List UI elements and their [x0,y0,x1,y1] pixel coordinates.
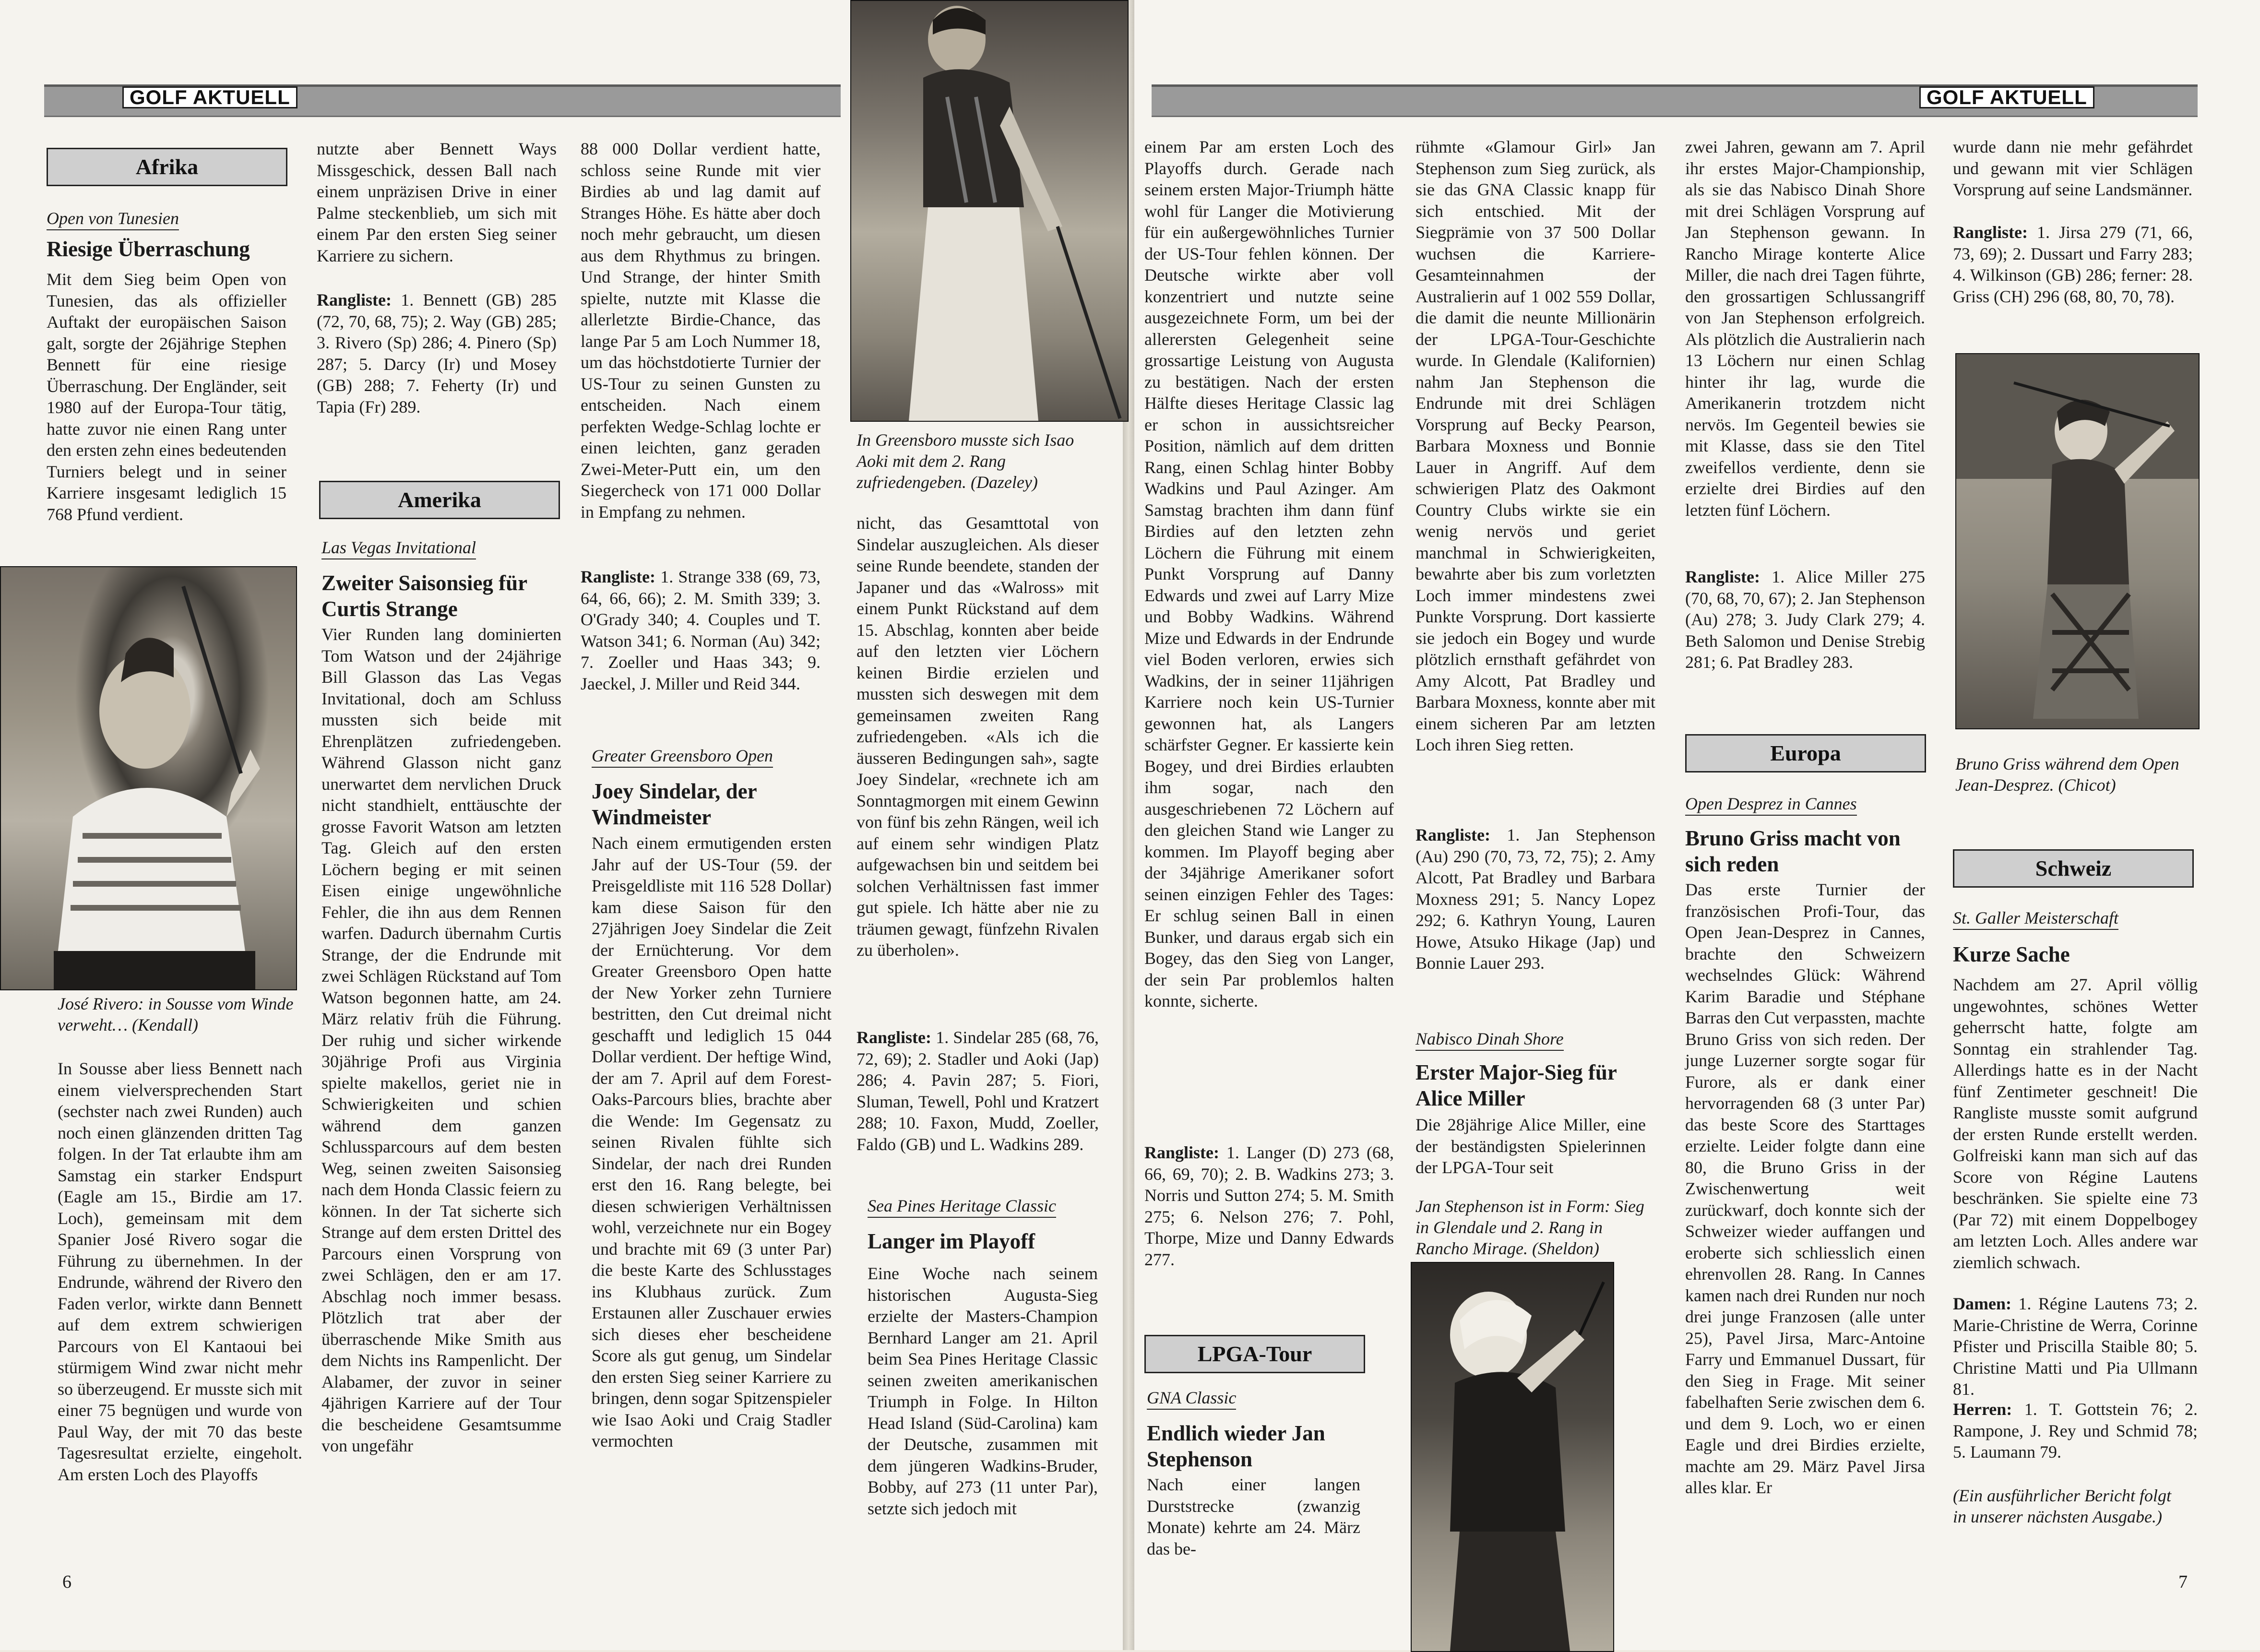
rank-dinah-text: 1. Alice Miller 275 (70, 68, 70, 67); 2. Jan Stephenson (Au) 278; 3. Judy Clark 279; 4. Beth Salomon und Denise Strebig 281; 6. Pat Bradley 283. [1685,567,1925,672]
rank-label: Rangliste: [1415,825,1490,844]
rank-label: Rangliste: [1144,1143,1219,1162]
kicker-greensboro: Greater Greensboro Open [592,745,773,768]
caption-griss: Bruno Griss während dem Open Jean-Desprez. (Chicot) [1955,754,2179,795]
body-afrika-1: Mit dem Sieg beim Open von Tunesien, das als offizieller Auftakt der europäischen Saison galt, sorgte der 26jährige Stephen Bennett für eine riesige Überraschung. Der Engländer, seit 1980 auf der Europa-Tour tätig, hatte zuvor nie einen Rang unter den ersten zehn eines bedeutenden Turniers belegt und in seiner Karriere insgesamt lediglich 15 768 Pfund verdient. [47,270,286,524]
photo-isao-aoki [850,0,1129,422]
headline-greensboro: Joey Sindelar, der Windmeister [592,779,757,829]
damen-text: 1. Régine Lautens 73; 2. Marie-Christine de Werra, Corinne Pfister und Priscilla Staible 80; 5. Christine Matti und Pia Ullmann 81. [1953,1294,2198,1399]
photo-jan-stephenson [1411,1262,1614,1652]
page-number-right: 7 [2178,1572,2188,1592]
rank-seapines [1144,1142,1394,1270]
kicker-gna: GNA Classic [1147,1387,1236,1410]
results-herren [1953,1399,2198,1463]
rank-seapines-text: 1. Langer (D) 273 (68, 66, 69, 70); 2. B. Wadkins 273; 3. Norris und Sutton 274; 5. M. Smith 275; 6. Nelson 276; 7. Pohl, Thorpe, Mize und Danny Edwards 277. [1144,1143,1394,1269]
rank-label: Rangliste: [856,1028,931,1047]
rank-amerika [581,566,821,694]
body-greensboro-2: nicht, das Gesamttotal von Sindelar auszugleichen. Als dieser seine Runde beendete, standen der Japaner und das «Walross» mit einem Punkt Rückstand auf dem 15. Abschlag, konnten aber beide auf den letzten vier Löchern keinen Birdie erzielen und mussten sich deswegen mit dem gemeinsamen zweiten Rang zufriedengeben. «Als ich die äusseren Bedingungen sah», sagte Joey Sindelar, «rechnete ich am Sonntagmorgen mit einem Gewinn von fünf bis zehn Rängen, weil ich auf einem sehr windigen Platz aufgewachsen bin und seitdem bei solchen Verhältnissen fast immer gut spiele. Ich hätte aber nie zu träumen gewagt, fünfzehn Rivalen zu überholen». [856,513,1099,960]
caption-aoki: In Greensboro musste sich Isao Aoki mit dem 2. Rang zufriedengeben. (Dazeley) [856,430,1074,492]
rank-dinah [1685,566,1925,673]
headline-dinah-shore: Erster Major-Sieg für Alice Miller [1415,1060,1617,1110]
rank-amerika-text: 1. Strange 338 (69, 73, 64, 66, 66); 2. M. Smith 339; 3. O'Grady 340; 4. Couples und T. Watson 341; 6. Norman (Au) 342; 7. Zoeller und Haas 343; 9. Jaeckel, J. Miller und Reid 344. [581,567,821,693]
rank-afrika [317,289,557,417]
section-afrika: Afrika [47,148,287,186]
body-europa-1: Das erste Turnier der französischen Profi-Tour, das Open Jean-Desprez in Cannes, brachte den Schweizern wechselndes Glück: Während Karim Baradie und Stéphane Barras den Cut verpassten, machte Bruno Griss von sich reden. Der junge Luzerner sorgte sogar für Furore, als er dank einer hervorragenden 68 (3 unter Par) das beste Score des Starttages erzielte. Leider folgte dann eine 80, die Bruno Griss in der Zwischenwertung weit zurückwarf, doch konnte sich der Schweizer wieder auffangen und eroberte sich schliesslich einen ehrenvollen 28. Rang. In Cannes kamen nach drei Runden nur noch drei junge Franzosen (alle unter 25), Pavel Jirsa, Marc-Antoine Farry und Emmanuel Dussart, für den Sieg in Frage. Mit seiner fabelhaften Serie zwischen dem 6. und dem 9. Loch, wo er einen Eagle und drei Birdies erzielte, machte am 29. März Pavel Jirsa alles klar. Er [1685,880,1925,1497]
note-schweiz: (Ein ausführlicher Bericht folgt in unserer nächsten Ausgabe.) [1953,1486,2171,1526]
rank-greensboro-text: 1. Sindelar 285 (68, 76, 72, 69); 2. Stadler und Aoki (Jap) 286; 4. Pavin 287; 5. Fiori, Sluman, Tewell, Pohl und Kratzert 288; 10. Faxon, Mudd, Zoeller, Faldo (GB) und L. Wadkins 289. [856,1028,1099,1154]
headline-seapines: Langer im Playoff [868,1229,1035,1253]
rank-gna-text: 1. Jan Stephenson (Au) 290 (70, 73, 72, 75); 2. Amy Alcott, Pat Bradley und Barbara Moxness 291; 5. Nancy Lopez 292; 6. Kathryn Young, Lauren Howe, Atsuko Hikage (Jap) und Bonnie Lauer 293. [1415,825,1655,973]
kicker-amerika: Las Vegas Invitational [321,536,476,559]
kicker-europa: Open Desprez in Cannes [1685,793,1857,816]
kicker-seapines: Sea Pines Heritage Classic [868,1195,1056,1218]
rank-label: Rangliste: [1953,223,2028,242]
rank-label: Rangliste: [581,567,655,586]
body-seapines-2: einem Par am ersten Loch des Playoffs durch. Gerade nach seinem ersten Major-Triumph hätte wohl für Langer die Motivierung für ein außergewöhnliches Turnier der US-Tour fehlen können. Der Deutsche wirkte aber voll konzentriert und nutzte seine ausgezeichnete Form, um bei der allerersten Gelegenheit seine grossartige Leistung von Augusta zu bestätigen. Nach der ersten Hälfte dieses Heritage Classic lag er schon in aussichtsreicher Position, nämlich auf dem dritten Rang, einen Schlag hinter Bobby Wadkins und Paul Azinger. Am Samstag brachten ihm dann fünf Birdies auf den letzten zehn Löchern die Führung mit einem Punkt Vorsprung auf Danny Edwards und zwei auf Larry Mize und Bobby Wadkins. Während Mize und Edwards in der Endrunde viel Boden verloren, erwies sich Wadkins, der in seiner 11jährigen Karriere noch kein US-Turnier gewonnen hat, als Langers schärfster Gegner. Er kassierte kein Bogey, und drei Birdies erlaubten ihm sogar, nach den ausgeschriebenen 72 Löchern auf den gleichen Stand wie Langer zu kommen. Im Playoff beging aber der 34jährige Amerikaner sofort seinen einzigen Fehler des Tages: Er schlug seinen Ball in einen Bunker, und daraus ergab sich ein Bogey, das den Sieg von Langer, der sein Par problemlos halten konnte, sicherte. [1144,137,1394,1010]
headline-schweiz: Kurze Sache [1953,942,2070,966]
rank-gna [1415,824,1655,974]
rank-afrika-text: 1. Bennett (GB) 285 (72, 70, 68, 75); 2. Way (GB) 285; 3. Rivero (Sp) 286; 4. Pinero (Sp) 287; 5. Darcy (Ir) und Mosey (GB) 288; 7. Feherty (Ir) und Tapia (Fr) 289. [317,290,557,416]
body-amerika-1: Vier Runden lang dominierten Tom Watson und der 24jährige Bill Glasson das Las Vegas Invitational, doch am Schluss mussten sich beide mit Ehrenplätzen zufriedengeben. Während Glasson nicht ganz unerwartet dem nervlichen Druck nicht standhielt, enttäuschte der grosse Favorit Watson am letzten Tag. Gleich auf den ersten Löchern beging er mit seinen Eisen einige ungewöhnliche Fehler, die ihn aus dem Rennen warfen. Dadurch übernahm Curtis Strange, der die Endrunde mit zwei Schlägen Rückstand auf Tom Watson begonnen hatte, am 24. März relativ früh die Führung. Der ruhig und sicher wirkende 30jährige Profi aus Virginia spielte makellos, geriet nie in Schwierigkeiten und schien während dem ganzen Schlussparcours auf dem besten Weg, seinen zweiten Saisonsieg nach dem Honda Classic feiern zu können. In der Tat sicherte sich Strange auf dem ersten Drittel des Parcours einen Vorsprung von zwei Schlägen, den er am 17. Abschlag noch immer besass. Plötzlich trat aber der überraschende Mike Smith aus dem Nichts ins Rampenlicht. Der Alabamer, der zuvor in seiner 4jährigen Karriere auf der Tour die bescheidene Gesamtsumme von ungefähr [321,625,561,1455]
kicker-dinah-shore: Nabisco Dinah Shore [1415,1028,1564,1051]
body-dinah-1: Die 28jährige Alice Miller, eine der beständigsten Spielerinnen der LPGA-Tour seit [1415,1115,1646,1177]
kicker-schweiz: St. Galler Meisterschaft [1953,907,2118,930]
headline-gna: Endlich wieder Jan Stephenson [1147,1421,1325,1471]
section-schweiz: Schweiz [1953,849,2194,888]
headline-afrika: Riesige Überraschung [47,237,250,261]
caption-stephenson: Jan Stephenson ist in Form: Sieg in Glendale und 2. Rang in Rancho Mirage. (Sheldon) [1415,1197,1644,1258]
body-amerika-2: 88 000 Dollar verdient hatte, schloss seine Runde mit vier Birdies ab und lag damit auf Stranges Höhe. Es hätte aber doch noch mehr gebraucht, um diesen aus dem Rhythmus zu bringen. Und Strange, der hinter Smith spielte, nutzte mit Klasse die allerletzte Birdie-Chance, das lange Par 5 am Loch Nummer 18, um das höchstdotierte Turnier der US-Tour zu seinen Gunsten zu entscheiden. Nach einem perfekten Wedge-Schlag lochte er einen leichten, ganz geraden Zwei-Meter-Putt ein, um den Siegercheck von 171 000 Dollar in Empfang zu nehmen. [581,139,821,522]
rank-greensboro [856,1027,1099,1155]
photo-bruno-griss [1955,353,2200,729]
herren-label: Herren: [1953,1400,2012,1419]
damen-label: Damen: [1953,1294,2011,1313]
rank-label: Rangliste: [1685,567,1760,586]
golfer-illustration [1412,1263,1613,1651]
page-number-left: 6 [62,1572,71,1592]
golfer-illustration [851,1,1128,421]
body-gna-1: Nach einer langen Durststrecke (zwanzig Monate) kehrte am 24. März das be- [1147,1475,1360,1558]
caption-rivero: José Rivero: in Sousse vom Winde verweht… (Kendall) [58,994,294,1034]
section-europa: Europa [1685,734,1926,773]
kicker-afrika: Open von Tunesien [47,207,179,230]
body-seapines-1: Eine Woche nach seinem historischen Augusta-Sieg erzielte der Masters-Champion Bernhard Langer am 21. April beim Sea Pines Heritage Classic seinen zweiten amerikanischen Triumph in Folge. In Hilton Head Island (Süd-Carolina) kam der Deutsche, zusammen mit dem jüngeren Wadkins-Bruder, Bobby, auf 273 (11 unter Par), setzte sich jedoch mit [868,1264,1098,1518]
rubric-golf-aktuell-right: GOLF AKTUELL [1919,86,2094,108]
section-lpga: LPGA-Tour [1144,1335,1365,1373]
herren-text: 1. T. Gottstein 76; 2. Rampone, J. Rey und Schmid 78; 5. Laumann 79. [1953,1400,2198,1462]
golfer-illustration [1,567,296,989]
photo-jose-rivero [0,566,297,990]
section-amerika: Amerika [319,481,560,519]
body-dinah-2: zwei Jahren, gewann am 7. April ihr erstes Major-Championship, als sie das Nabisco Dinah Shore mit drei Schlägen Vorsprung auf Jan Stephenson gewann. In Rancho Mirage konterte Alice Miller, die nach drei Tagen führte, den grossartigen Schlussangriff von Jan Stephenson erfolgreich. Als plötzlich die Australierin nach 13 Löchern nur einen Schlag hinter ihr lag, wurde die Amerikanerin trotzdem nicht nervös. Im Gegenteil bewies sie mit Klasse, dass sie den Titel zweifellos verdiente, denn sie erzielte drei Birdies auf den letzten fünf Löchern. [1685,137,1925,520]
rubric-golf-aktuell-left: GOLF AKTUELL [122,86,297,108]
rank-europa-text: 1. Jirsa 279 (71, 66, 73, 69); 2. Dussart und Farry 283; 4. Wilkinson (GB) 286; ferner: 28. Griss (CH) 296 (68, 80, 70, 78). [1953,223,2193,306]
body-afrika-2: In Sousse aber liess Bennett nach einem vielversprechenden Start (sechster nach zwei Runden) auch noch einen glänzenden dritten Tag folgen. In der Tat erlaubte ihm am Samstag ein starker Endspurt (Eagle am 15., Birdie am 17. Loch), gemeinsam mit dem Spanier José Rivero sogar die Führung zu übernehmen. In der Endrunde, während der Rivero den Faden verlor, wirkte dann Bennett auf dem extrem schwierigen Parcours von El Kantaoui bei stürmigem Wind zwar nicht mehr so überzeugend. Er musste sich mit einer 75 begnügen und wurde von Paul Way, der mit 70 das beste Tagesresultat erzielte, eingeholt. Am ersten Loch des Playoffs [58,1059,302,1484]
rank-label: Rangliste: [317,290,392,309]
golfer-illustration [1956,354,2199,728]
rank-europa [1953,222,2193,307]
headline-amerika: Zweiter Saisonsieg für Curtis Strange [321,571,527,621]
body-schweiz-1: Nachdem am 27. April völlig ungewohntes, schönes Wetter geherrscht hatte, folgte am Sonntag ein strahlender Tag. Allerdings hatte es in der Nacht fünf Zentimeter geschneit! Die Rangliste musste somit aufgrund der ersten Runde erstellt werden. Golfreiski kann man sich auf das Score von Régine Lautens beschränken. Sie spielte eine 73 (Par 72) mit einem Doppelbogey am letzten Loch. Alles andere war ziemlich schwach. [1953,975,2198,1272]
body-greensboro-1: Nach einem ermutigenden ersten Jahr auf der US-Tour (59. der Preisgeldliste mit 116 528 Dollar) kam diese Saison für den 27jährigen Joey Sindelar die Zeit der Ernüchterung. Vor dem Greater Greensboro Open hatte der New Yorker zehn Turniere bestritten, den Cut dreimal nicht geschafft und lediglich 15 044 Dollar verdient. Der heftige Wind, der am 7. April auf dem Forest-Oaks-Parcours blies, brachte aber die Wende: Im Gegensatz zu seinen Rivalen fühlte sich Sindelar, der nach drei Runden erst den 16. Rang belegte, bei diesen schwierigen Verhältnissen wohl, verzeichnete nur ein Bogey und brachte mit 69 (3 unter Par) die beste Karte des Schlusstages ins Klubhaus zurück. Zum Erstaunen aller Zuschauer erwies sich dieses eher bescheidene Score als gut genug, um Sindelar den ersten Sieg seiner Karriere zu bringen, denn sogar Spitzenspieler wie Isao Aoki und Craig Stadler vermochten [592,833,832,1450]
headline-europa: Bruno Griss macht von sich reden [1685,826,1901,876]
body-afrika-3: nutzte aber Bennett Ways Missgeschick, dessen Ball nach einem unpräzisen Drive in einer Palme steckenblieb, um sich mit einem Par den ersten Sieg seiner Karriere zu sichern. [317,139,557,265]
body-gna-2: rühmte «Glamour Girl» Jan Stephenson zum Sieg zurück, als sie das GNA Classic knapp für sich entschied. Mit der Siegprämie von 37 500 Dollar wuchsen die Karriere-Gesamteinnahmen der Australierin auf 1 002 559 Dollar, die damit die neunte Millionärin der LPGA-Tour-Geschichte wurde. In Glendale (Kalifornien) nahm Jan Stephenson die Endrunde mit drei Schlägen Vorsprung auf Becky Pearson, Barbara Moxness und Bonnie Lauer in Angriff. Auf dem schwierigen Platz des Oakmont Country Clubs wirkte sie ein wenig nervös und geriet manchmal in Schwierigkeiten, bewahrte aber bis zum vorletzten Loch immer mindestens zwei Punkte Vorsprung. Dort kassierte sie jedoch ein Bogey und wurde plötzlich ernsthaft gefährdet von Amy Alcott, Pat Bradley und Barbara Moxness, konnte aber mit einem sicheren Par am letzten Loch ihren Sieg retten. [1415,137,1655,754]
body-europa-2: wurde dann nie mehr gefährdet und gewann mit vier Schlägen Vorsprung auf seine Landsmänner. [1953,137,2193,199]
results-damen [1953,1293,2198,1400]
